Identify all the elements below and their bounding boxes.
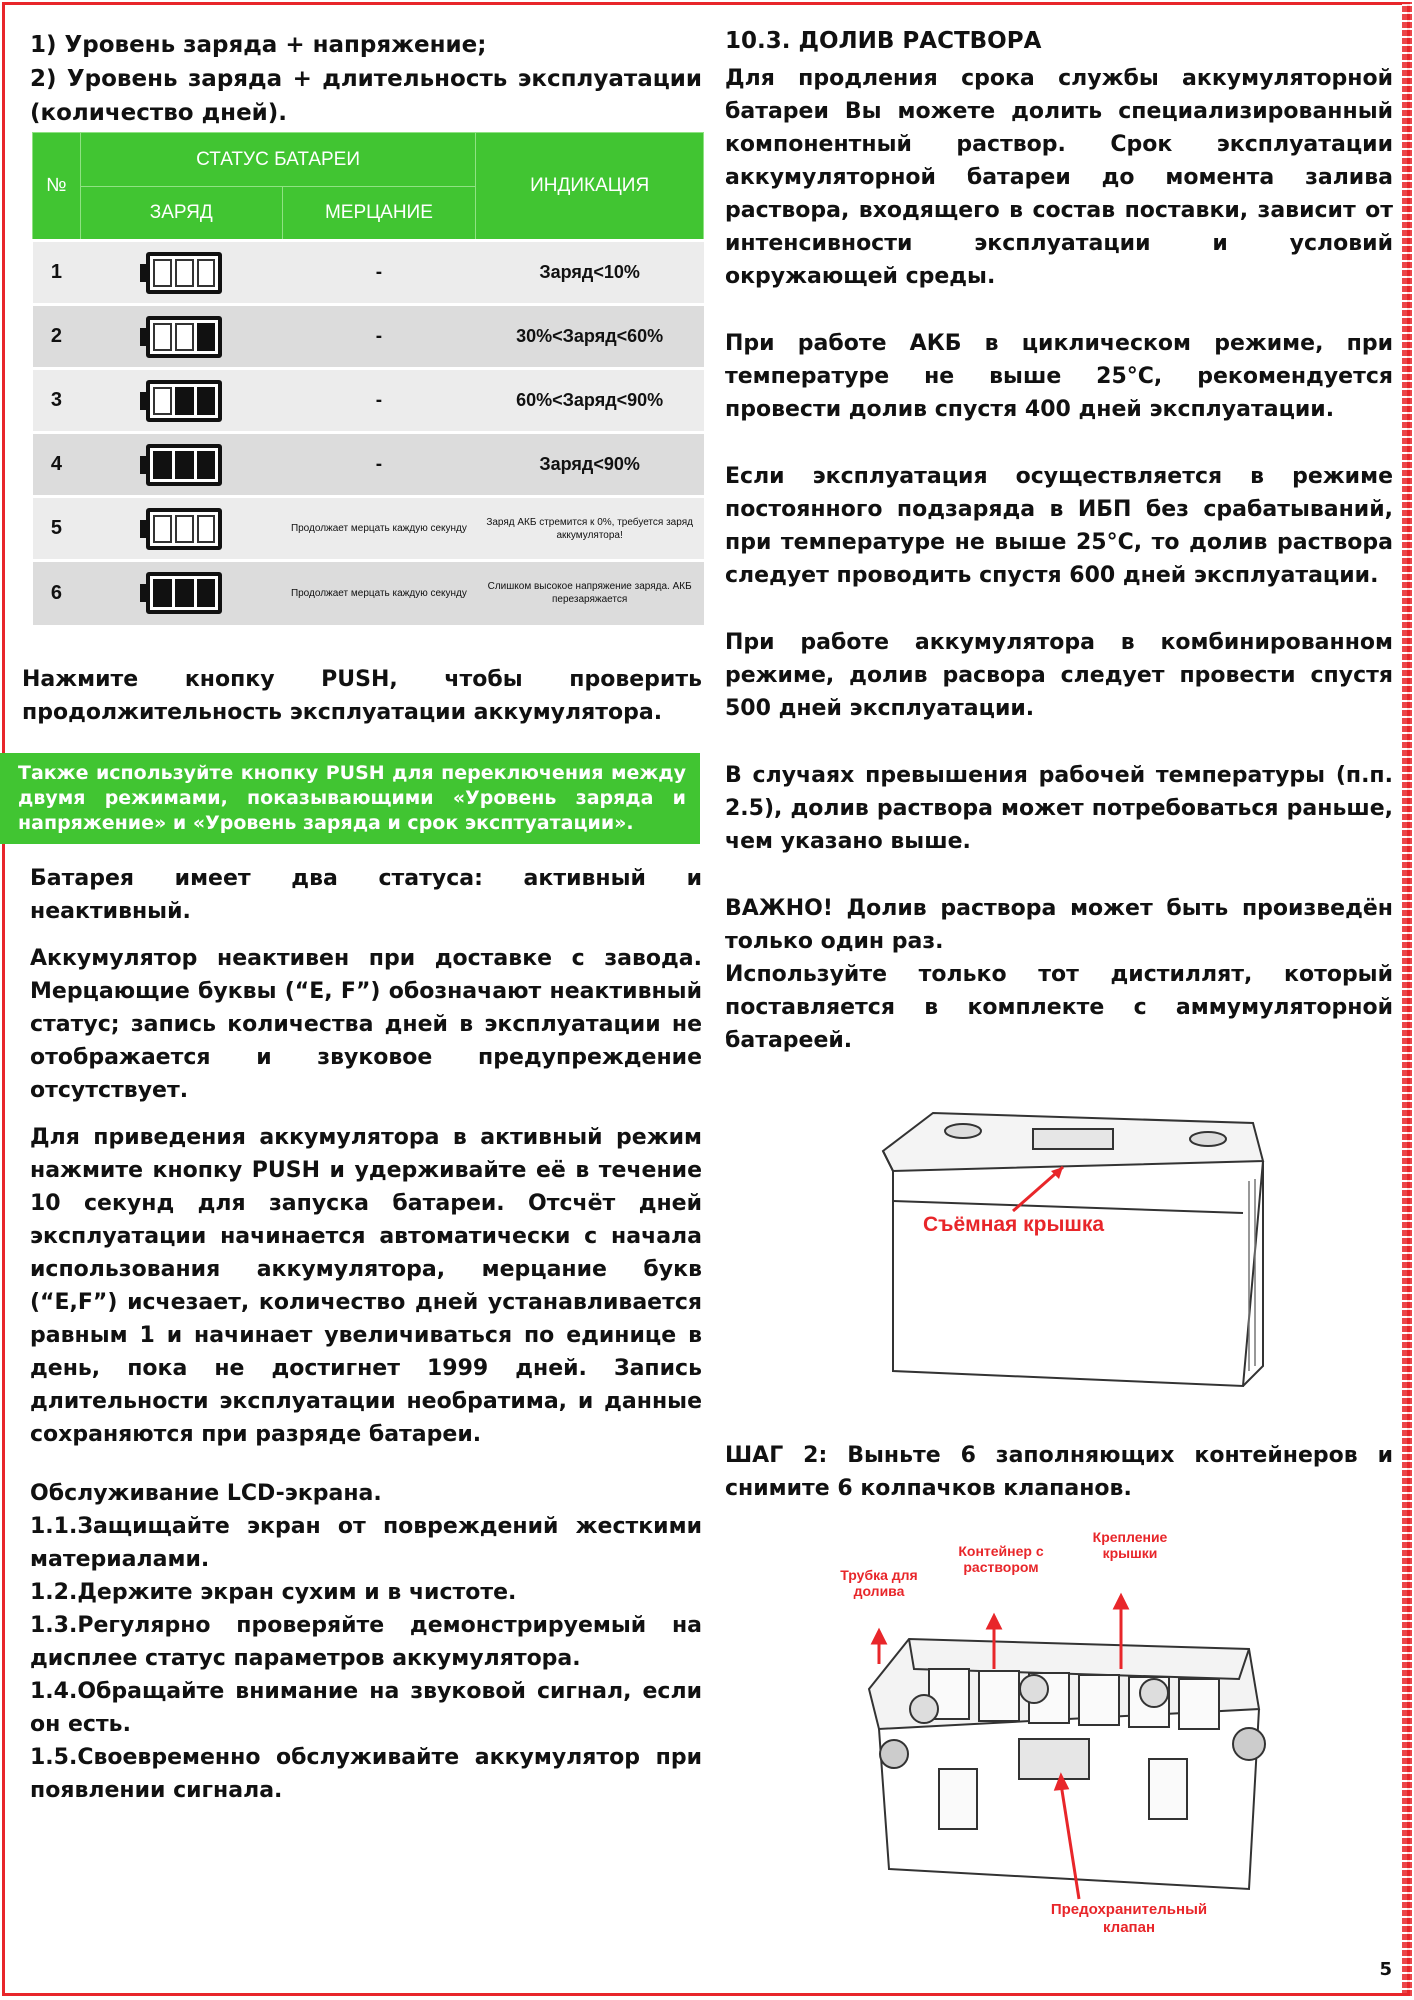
battery-icon (140, 252, 222, 294)
blink-cell: - (282, 369, 476, 433)
blink-cell: - (282, 305, 476, 369)
battery-lid-figure (863, 1101, 1283, 1401)
blink-cell: - (282, 241, 476, 305)
lcd-item-5: 1.5.Своевременно обслуживайте аккумулятор при появлении сигнала. (30, 1744, 702, 1803)
distillate-note: Используйте только тот дистиллят, который поставляется в комплекте с аммумуляторной батареей. (725, 962, 1393, 1053)
row-number: 6 (33, 561, 81, 625)
row-number: 5 (33, 497, 81, 561)
table-row (33, 241, 704, 305)
indication-cell: 60%<Заряд<90% (476, 369, 704, 433)
status-section (30, 862, 702, 1451)
indication-cell: Заряд АКБ стремится к 0%, требуется заряд аккумулятора! (476, 497, 704, 561)
battery-icon (140, 572, 222, 614)
status-para-2: Аккумулятор неактивен при доставке с завода. Мерцающие буквы (“E, F”) обозначают неактивный статус; запись количества дней в эксплуатации не отображается и звуковое предупреждение отсутствует. (30, 945, 702, 1103)
col-num-header: № (33, 133, 81, 241)
table-row (33, 561, 704, 625)
blink-cell: Продолжает мерцать каждую секунду (282, 561, 476, 625)
indication-cell: Заряд<90% (476, 433, 704, 497)
refill-para-3: Если эксплуатация осуществляется в режиме постоянного подзаряда в ИБП без срабатываний, при температуре не выше 25°C, то долив раствора следует проводить спустя 600 дней эксплуатации. (725, 464, 1393, 588)
step2-instruction (725, 1439, 1393, 1505)
modes-list (30, 28, 702, 130)
charge-cell (80, 497, 282, 561)
col-charge-header: ЗАРЯД (80, 187, 282, 241)
lid-mount-label: Крепление крышки (1092, 1529, 1168, 1561)
charge-cell (80, 305, 282, 369)
lcd-item-2: 1.2.Держите экран сухим и в чистоте. (30, 1579, 517, 1605)
battery-icon (140, 380, 222, 422)
refill-para-4: При работе аккумулятора в комбинированном режиме, долив расвора следует провести спустя 500 дней эксплуатации. (725, 630, 1393, 721)
indication-cell: Заряд<10% (476, 241, 704, 305)
charge-cell (80, 433, 282, 497)
blink-cell: - (282, 433, 476, 497)
battery-lid-illustration (863, 1101, 1283, 1401)
table-row (33, 433, 704, 497)
col-status-header: СТАТУС БАТАРЕИ (80, 133, 475, 187)
important-note (725, 892, 1393, 958)
table-row (33, 305, 704, 369)
col-indication-header: ИНДИКАЦИЯ (476, 133, 704, 241)
battery-internals-figure (840, 1529, 1369, 1969)
push-instruction: Нажмите кнопку PUSH, чтобы проверить продолжительность эксплуатации аккумулятора. (22, 666, 702, 725)
indication-cell: Слишком высокое напряжение заряда. АКБ перезаряжается (476, 561, 704, 625)
page-edge-decoration (1402, 2, 1412, 1996)
table-row (33, 497, 704, 561)
section-title: 10.3. ДОЛИВ РАСТВОРА (725, 28, 1042, 54)
charge-cell (80, 369, 282, 433)
refill-para-5: В случаях превышения рабочей температуры (п.п. 2.5), долив раствора может потребоваться раньше, чем указано выше. (725, 763, 1393, 854)
charge-cell (80, 561, 282, 625)
push-mode-note: Также используйте кнопку PUSH для переключения между двумя режимами, показывающими «Уровень заряда и напряжение» и «Уровень заряда и срок эксптуатации». (0, 753, 700, 844)
container-label: Контейнер с раствором (958, 1543, 1044, 1575)
mode-2: 2) Уровень заряда + длительность эксплуатации (количество дней). (30, 66, 702, 126)
important-text: Долив раствора может быть произведён только один раз. (725, 896, 1393, 954)
battery-icon (140, 444, 222, 486)
lcd-item-4: 1.4.Обращайте внимание на звуковой сигнал, если он есть. (30, 1678, 702, 1737)
indication-cell: 30%<Заряд<60% (476, 305, 704, 369)
removable-lid-label: Съёмная крышка (923, 1213, 1105, 1236)
page-number: 5 (1379, 1959, 1392, 1980)
step2-label: ШАГ 2: (725, 1443, 828, 1468)
blink-cell: Продолжает мерцать каждую секунду (282, 497, 476, 561)
battery-icon (140, 316, 222, 358)
battery-icon (140, 508, 222, 550)
row-number: 2 (33, 305, 81, 369)
right-column (725, 28, 1393, 1969)
col-blink-header: МЕРЦАНИЕ (282, 187, 476, 241)
battery-status-table (32, 132, 704, 625)
mode-1: 1) Уровень заряда + напряжение; (30, 32, 487, 58)
row-number: 3 (33, 369, 81, 433)
row-number: 1 (33, 241, 81, 305)
charge-cell (80, 241, 282, 305)
lcd-section (30, 1477, 702, 1807)
important-label: ВАЖНО! (725, 896, 833, 921)
refill-para-1: Для продления срока службы аккумуляторной батареи Вы можете долить специализированный компонентный раствор. Срок эксплуатации аккумуляторной батареи до момента залива раствора, входящего в состав поставки, зависит от интенсивности эксплуатации и условий окружающей среды. (725, 66, 1393, 289)
step2-text: Выньте 6 заполняющих контейнеров и снимите 6 колпачков клапанов. (725, 1443, 1393, 1501)
lcd-title: Обслуживание LCD-экрана. (30, 1480, 382, 1506)
row-number: 4 (33, 433, 81, 497)
safety-valve-label: Предохранительный клапан (1050, 1901, 1208, 1936)
table-row (33, 369, 704, 433)
status-para-3: Для приведения аккумулятора в активный режим нажмите кнопку PUSH и удерживайте её в течение 10 секунд для запуска батареи. Отсчёт дней эксплуатации начинается автоматически с начала использования аккумулятора, мерцание букв (“E,F”) исчезает, количество дней устанавливается равным 1 и начинает увеличиваться по единице в день, пока не достигнет 1999 дней. Запись длительности эксплуатации необратима, и данные сохраняются при разряде батареи. (30, 1124, 702, 1447)
tube-label: Трубка для долива (840, 1567, 918, 1599)
status-para-1: Батарея имеет два статуса: активный и неактивный. (30, 865, 702, 924)
lcd-item-1: 1.1.Защищайте экран от повреждений жесткими материалами. (30, 1513, 702, 1572)
refill-para-2: При работе АКБ в циклическом режиме, при температуре не выше 25°C, рекомендуется провести долив спустя 400 дней эксплуатации. (725, 331, 1393, 422)
lcd-item-3: 1.3.Регулярно проверяйте демонстрируемый на дисплее статус параметров аккумулятора. (30, 1612, 702, 1671)
left-column (18, 28, 702, 1807)
